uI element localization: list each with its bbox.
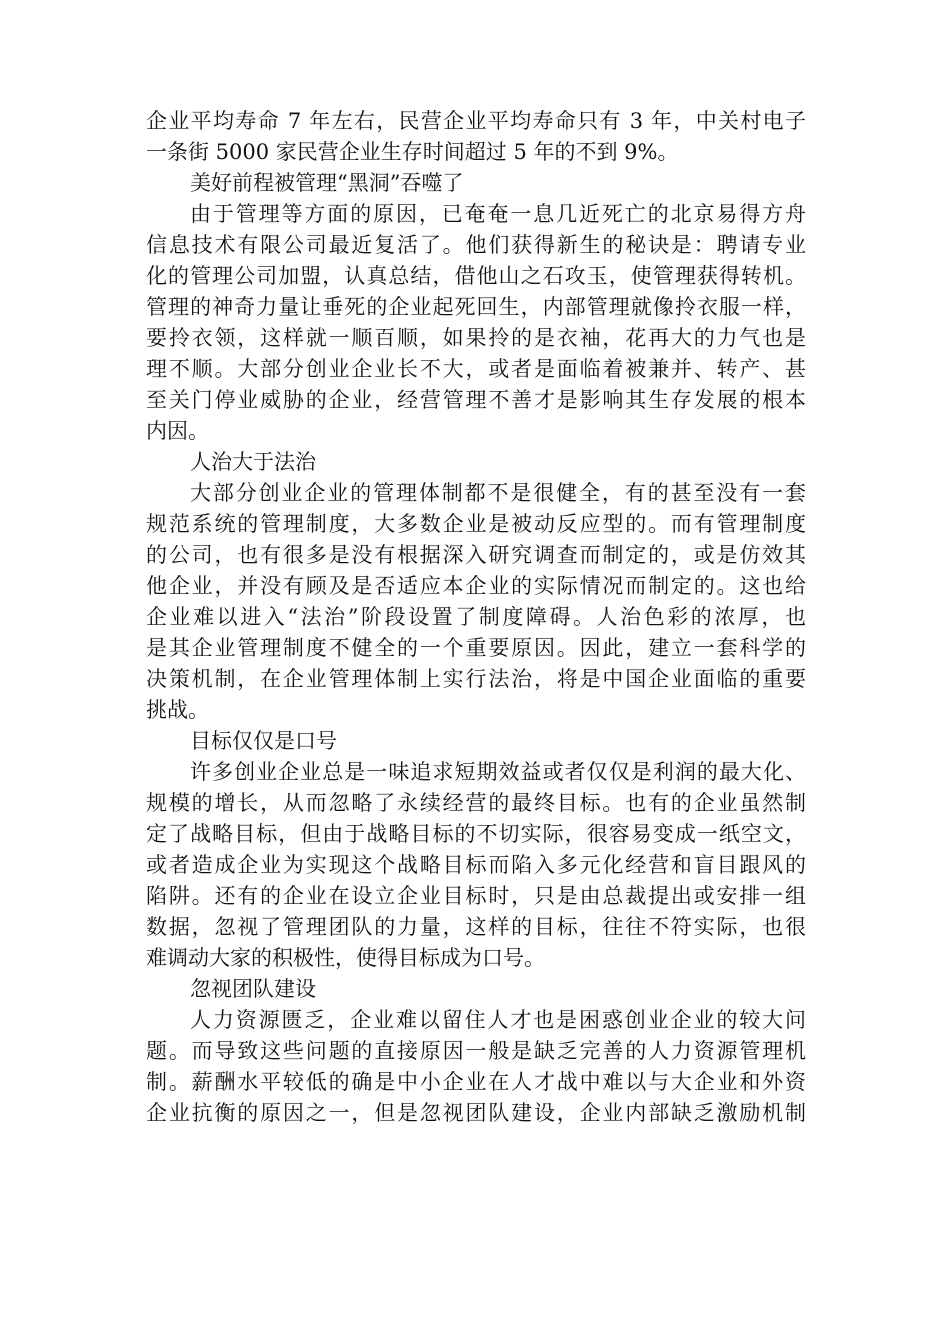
text-line: 决策机制，在企业管理体制上实行法治，将是中国企业面临的重要 xyxy=(146,667,806,691)
text-line: 的公司，也有很多是没有根据深入研究调查而制定的，或是仿效其 xyxy=(146,543,806,567)
text-line: 规模的增长，从而忽略了永续经营的最终目标。也有的企业虽然制 xyxy=(146,791,806,815)
paragraph-goals-as-slogans xyxy=(146,757,806,974)
text-line: 题。而导致这些问题的直接原因一般是缺乏完善的人力资源管理机 xyxy=(146,1039,806,1063)
text-line: 陷阱。还有的企业在设立企业目标时，只是由总裁提出或安排一组 xyxy=(146,884,806,908)
text-line: 要拎衣领，这样就一顺百顺，如果拎的是衣袖，花再大的力气也是 xyxy=(146,326,806,350)
text-line: 信息技术有限公司最近复活了。他们获得新生的秘诀是：聘请专业 xyxy=(146,233,806,257)
text-line: 是其企业管理制度不健全的一个重要原因。因此，建立一套科学的 xyxy=(146,636,806,660)
text-line: 难调动大家的积极性，使得目标成为口号。 xyxy=(146,946,545,970)
text-line: 理不顺。大部分创业企业长不大，或者是面临着被兼并、转产、甚 xyxy=(146,357,806,381)
text-line: 挑战。 xyxy=(146,698,209,722)
text-line: 许多创业企业总是一味追求短期效益或者仅仅是利润的最大化、 xyxy=(190,760,806,784)
paragraph-rule-of-man xyxy=(146,478,806,726)
text-line: 定了战略目标，但由于战略目标的不切实际，很容易变成一纸空文， xyxy=(146,822,806,846)
section-heading-management-black-hole: 美好前程被管理“黑洞”吞噬了 xyxy=(190,171,464,195)
text-line: 数据，忽视了管理团队的力量，这样的目标，往往不符实际，也很 xyxy=(146,915,806,939)
text-line: 制。薪酬水平较低的确是中小企业在人才战中难以与大企业和外资 xyxy=(146,1070,806,1094)
text-line: 管理的神奇力量让垂死的企业起死回生，内部管理就像拎衣服一样， xyxy=(146,295,806,319)
text-line: 企业抗衡的原因之一，但是忽视团队建设，企业内部缺乏激励机制 xyxy=(146,1101,806,1125)
section-heading-goals-as-slogans: 目标仅仅是口号 xyxy=(190,729,337,753)
document-body xyxy=(146,106,806,1129)
text-line: 至关门停业威胁的企业，经营管理不善才是影响其生存发展的根本 xyxy=(146,388,806,412)
text-line: 他企业，并没有顾及是否适应本企业的实际情况而制定的。这也给 xyxy=(146,574,806,598)
text-line: 由于管理等方面的原因，已奄奄一息几近死亡的北京易得方舟 xyxy=(190,202,806,226)
section-heading-team-building: 忽视团队建设 xyxy=(190,977,316,1001)
text-line: 内因。 xyxy=(146,419,209,443)
text-line: 大部分创业企业的管理体制都不是很健全，有的甚至没有一套 xyxy=(190,481,806,505)
paragraph-management-black-hole xyxy=(146,199,806,447)
text-line: 企业难以进入“法治”阶段设置了制度障碍。人治色彩的浓厚，也 xyxy=(146,605,806,629)
text-line: 一条街 5000 家民营企业生存时间超过 5 年的不到 9%。 xyxy=(146,140,679,164)
section-heading-rule-of-man: 人治大于法治 xyxy=(190,450,316,474)
text-line: 规范系统的管理制度，大多数企业是被动反应型的。而有管理制度 xyxy=(146,512,806,536)
text-line: 或者造成企业为实现这个战略目标而陷入多元化经营和盲目跟风的 xyxy=(146,853,806,877)
text-line: 化的管理公司加盟，认真总结，借他山之石攻玉，使管理获得转机。 xyxy=(146,264,806,288)
text-line: 人力资源匮乏，企业难以留住人才也是困惑创业企业的较大问 xyxy=(190,1008,806,1032)
text-line: 企业平均寿命 7 年左右，民营企业平均寿命只有 3 年，中关村电子 xyxy=(146,109,806,133)
paragraph-team-building xyxy=(146,1005,806,1129)
paragraph-lifespan xyxy=(146,106,806,168)
